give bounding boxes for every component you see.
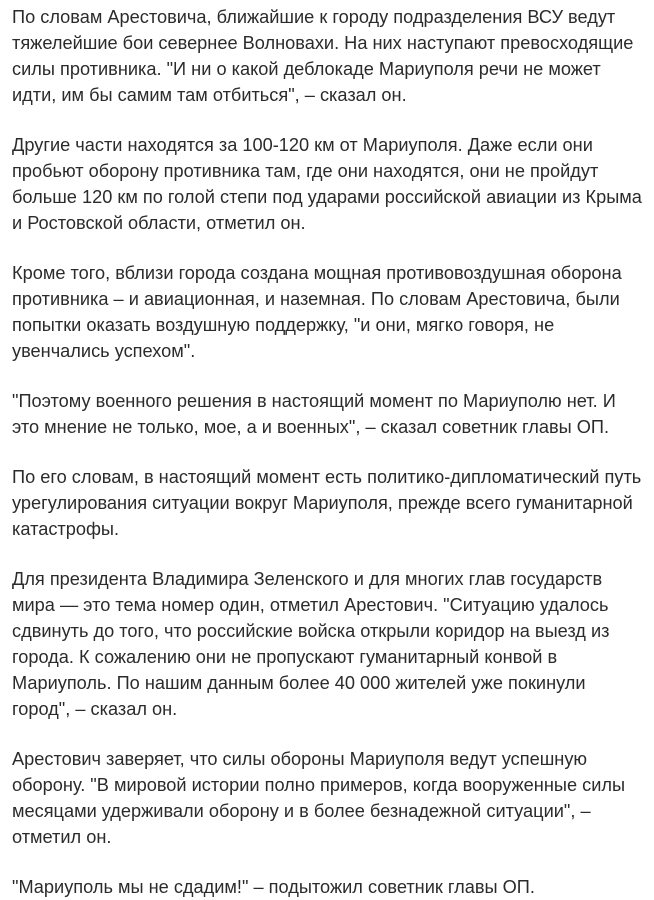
article-paragraph: Кроме того, вблизи города создана мощная противовоздушная оборона противника – и авиационная, и наземная. По словам Арестовича, были попытки оказать воздушную поддержку, "и они, мягко говоря, не увенчались успехом".: [12, 263, 622, 361]
article-paragraph: Арестович заверяет, что силы обороны Мариуполя ведут успешную оборону. "В мировой истории полно примеров, когда вооруженные силы месяцами удерживали оборону и в более безнадежной ситуации", – отметил он.: [12, 749, 626, 847]
article-paragraph: "Мариуполь мы не сдадим!" – подытожил советник главы ОП.: [12, 877, 535, 897]
article-paragraph: Другие части находятся за 100-120 км от Мариуполя. Даже если они пробьют оборону противника там, где они находятся, они не пройдут больше 120 км по голой степи под ударами российской авиации из Крыма и Ростовской области, отметил он.: [12, 135, 642, 233]
article-paragraph: "Поэтому военного решения в настоящий момент по Мариуполю нет. И это мнение не только, мое, а и военных", – сказал советник главы ОП.: [12, 391, 616, 437]
article-paragraph: Для президента Владимира Зеленского и для многих глав государств мира — это тема номер один, отметил Арестович. "Ситуацию удалось сдвинуть до того, что российские войска открыли коридор на выезд из города. К сожалению они не пропускают гуманитарный конвой в Мариуполь. По нашим данным более 40 000 жителей уже покинули город", – сказал он.: [12, 569, 610, 719]
article-paragraph: По его словам, в настоящий момент есть политико-дипломатический путь урегулирования ситуации вокруг Мариуполя, прежде всего гуманитарной катастрофы.: [12, 467, 642, 539]
article-paragraph: По словам Арестовича, ближайшие к городу подразделения ВСУ ведут тяжелейшие бои севернее Волновахи. На них наступают превосходящие силы противника. "И ни о какой деблокаде Мариуполя речи не может идти, им бы самим там отбиться", – сказал он.: [12, 7, 634, 105]
